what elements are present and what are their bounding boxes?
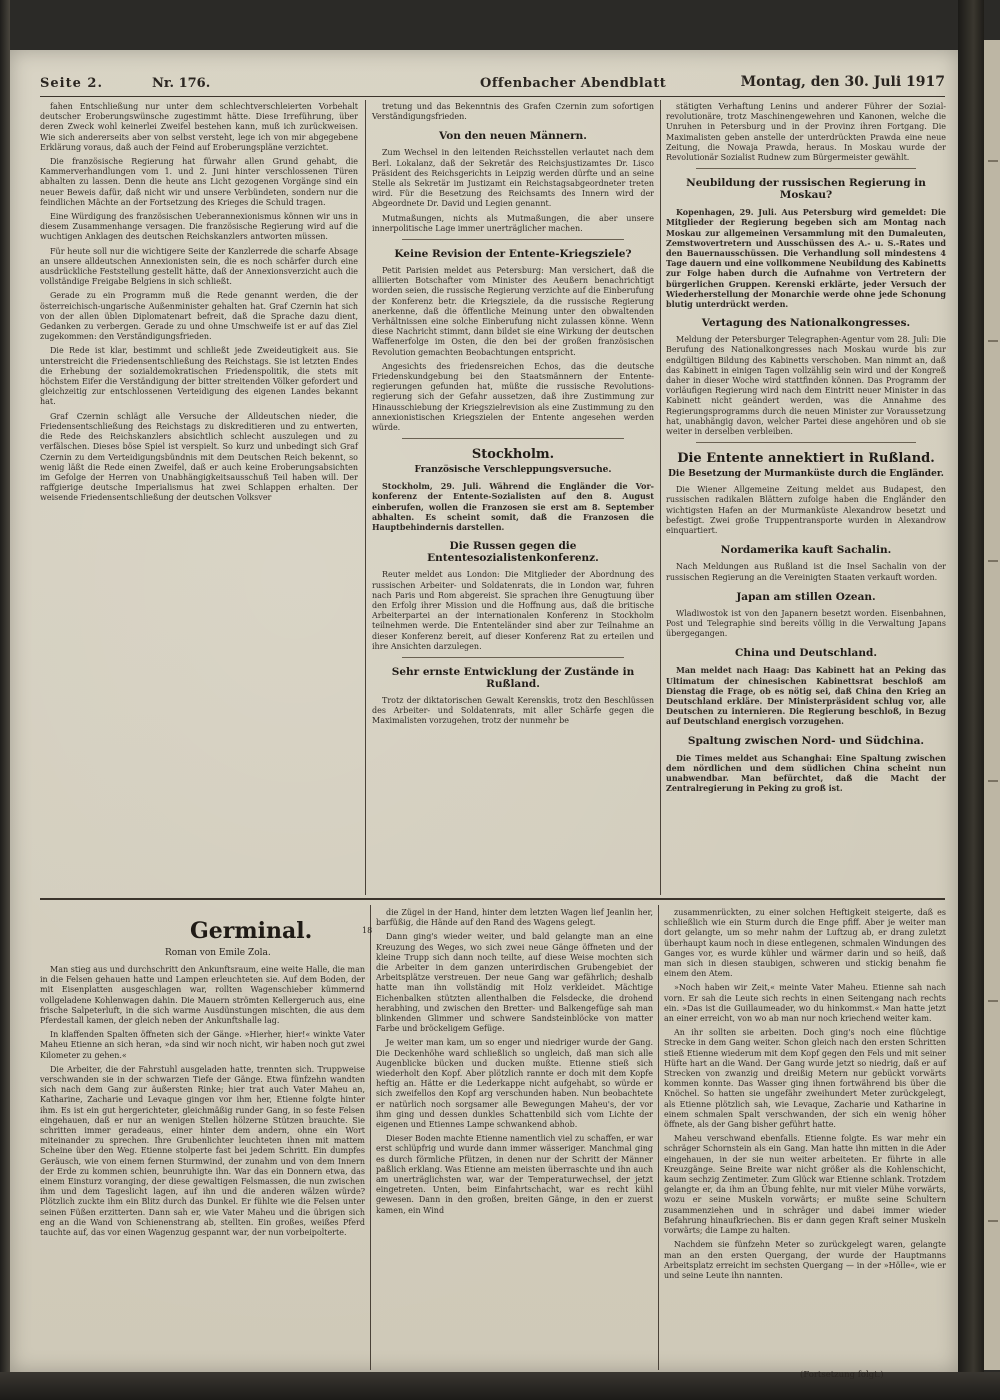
paragraph: Dieser Boden machte Etienne namentlich viel zu schaffen, er war erst schlüpfrig und wurde dann immer wässeriger. Manchmal ging es durch förmliche Pfützen, in denen nur der Schritt der Männer paßlich erklang. Was Etienne am meisten überraschte und ihn auch am unerträglichsten war, war der Temperaturwechsel, der jetzt eingetreten. Unten, beim Einfahrtschacht, war es recht kühl gewesen. Dann in den großen, breiten Gänge, in den er zuerst kamen, ein Wind [376, 1134, 653, 1215]
headline: Von den neuen Männern. [439, 130, 587, 143]
divider [696, 168, 916, 169]
paragraph: In klaffenden Spalten öffneten sich der Gänge. »Hierher, hier!« winkte Vater Maheu Etienne an sich heran, »da sind wir noch nicht, wir haben noch gut zwei Kilometer zu gehen.« [40, 1030, 365, 1060]
paragraph: Die Times meldet aus Schanghai: Eine Spaltung zwischen dem nördlichen und dem südlichen China scheint nun unabwendbar. Man befürchtet, daß die Macht der Zentralregierung in Peking zu groß ist. [666, 752, 946, 794]
paragraph: »Noch haben wir Zeit,« meinte Vater Maheu. Etienne sah nach vorn. Er sah die Leute sich rechts in einen Seitengang nach rechts ein. »Das ist die Guillaumeader, wo du hinkommst.« Man hatte jetzt an einer erreicht, von wo ab man nur noch kriechend weiter kam. [664, 983, 946, 1024]
paragraph: zusammenrückten, zu einer solchen Heftigkeit steigerte, daß es schließlich wie ein Sturm durch die Enge pfiff. Aber je weiter man dort gelangte, um so mehr nahm der Luftzug ab, er drang zuletzt überhaupt kaum noch in diese entlegenen, schmalen Windungen des Ganges vor, es wurde kühler und wärmer darin und so heiß, daß man sich in diesen staubigen, schweren und stickig benahm fie einem den Atem. [664, 908, 946, 979]
paragraph: Graf Czernin schlägt alle Versuche der Alldeutschen nieder, die Friedensentschließung des Reichstags zu diskreditieren und zu entwerten, die Rede des Reichskanzlers absichtlich schlecht auszulegen und zu verfälschen. Dieses böse Spiel ist verspielt. So kurz und unbedingt sich Graf Czernin zu dem Verteidigungsbündnis mit dem Deutschen Reich bekennt, so wenig läßt die Rede einen Zweifel, daß er auch keine Eroberungsabsichten im Gefolge der Herren von Unabhängigkeitsausschuß Teil haben will. Der raffgierige deutsche Imperialismus hat zwei Schlappen erhalten. Der weisende Friedensentschließung der deutschen Volksver [40, 411, 358, 503]
paragraph: Stockholm, 29. Juli. Während die Engländer die Vorkonferenz der Entente-Sozialisten auf den 8. August einberufen, wollen die Franzosen sie erst am 8. September abhalten. Es scheint somit, daß die Franzosen die Hauptbehindernis darstellen. [372, 481, 654, 533]
headline: Die Russen gegen die Ententesozialistenkonferenz. [427, 540, 599, 565]
paragraph: tretung und das Bekenntnis des Grafen Czernin zum sofortigen Verständigungsfrieden. [372, 102, 654, 122]
paragraph: die Zügel in der Hand, hinter dem letzten Wagen lief Jeanlin her, barfüßig, die Hände auf den Rand des Wagens gelegt. [376, 908, 653, 928]
paragraph: An ihr sollten sie arbeiten. Doch ging's noch eine flüchtige Strecke in dem Gang weiter. Schon gleich nach den ersten Schritten stieß Etienne wiederum mit dem Kopf gegen den Fels und mit seiner Hüfte hart an die Wand. Der Gang wurde jetzt so niedrig, daß er auf Strecken von zwanzig und dreißig Metern nur gebückt vorwärts kommen konnte. Das Wasser ging ihnen fortwährend bis über die Knöchel. So hatten sie ungefähr zweihundert Meter zurückgelegt, als Etienne plötzlich sah, wie Levaque, Zacharie und Katharine in einem schmalen Spalt verschwanden, der sich ein wenig höher öffnete, als der Gang bisher geführt hatte. [664, 1028, 946, 1130]
paragraph: Die Wiener Allgemeine Zeitung meldet aus Budapest, den russischen radikalen Blättern zufolge haben die Engländer den wichtigsten Hafen an der Murmanküste Alexandrow besetzt und befestigt. Zwei große Truppentransporte wurden in Alexandrow einquartiert. [666, 485, 946, 536]
page-label: Seite 2. [40, 76, 103, 91]
feuilleton-column-2 [376, 908, 653, 1368]
column-rule [370, 905, 371, 1370]
next-page-edge [984, 40, 1000, 1370]
headline: Nordamerika kauft Sachalin. [720, 544, 892, 557]
divider [402, 239, 624, 240]
column-1 [40, 102, 358, 892]
headline: Spaltung zwischen Nord- und Südchina. [687, 734, 925, 747]
book-gutter [958, 0, 984, 1400]
divider [402, 438, 624, 439]
paragraph: Trotz der diktatorischen Gewalt Kerenskis, trotz den Beschlüssen des Arbeiter- und Soldatenrats, mit aller Schärfe gegen die Maximalisten vorzugehen, trotz der nunmehr be [372, 695, 654, 726]
headline: China und Deutschland. [735, 647, 877, 660]
paragraph: Mutmaßungen, nichts als Mutmaßungen, die aber unsere innerpolitische Lage immer unerträglicher machen. [372, 213, 654, 233]
paragraph: Man stieg aus und durchschritt den Ankunftsraum, eine weite Halle, die man in die Felsen gehauen hatte und Lampen erleuchteten sie. Auf dem Boden, der mit Eisenplatten ausgeschlagen war, rollten Wagenschieber kümmernd vollgeladene Kohlenwagen dahin. Die Mauern strömten Kellergeruch aus, eine frische Salpeterluft, in die sich warme Ausdünstungen mischten, die aus dem Pferdestall kamen, der gleich neben der Ankunftshalle lag. [40, 965, 365, 1026]
feuilleton-rule [40, 898, 945, 900]
column-3 [666, 102, 946, 892]
paragraph: Kopenhagen, 29. Juli. Aus Petersburg wird gemeldet: Die Mitglieder der Regierung begeben sich am Montag nach Moskau zur allgemeinen Versammlung mit den Dumaleuten, Zemstwovertretern und Ausschüssen des A.- u. S.-Rates und den Bauernausschüssen. Die Verhandlung soll mindestens 4 Tage dauern und eine vollkommene Neubildung des Kabinetts zur Folge haben durch die Aufnahme von Vertretern der bürgerlichen Gruppen. Kerenski erklärte, jeder Versuch der Wiederherstellung der Monarchie werde ohne jede Schonung blutig unterdrückt werden. [666, 207, 946, 310]
headline: Japan am stillen Ozean. [736, 590, 876, 603]
headline: Stockholm. [471, 447, 555, 463]
paragraph: Die Rede ist klar, bestimmt und schließt jede Zweideutigkeit aus. Sie unterstreicht die Friedensentschließung des Reichstags. Sie ist letzten Endes die Erhebung der sozialdemokratischen Friedenspolitik, die stets mit höchstem Eifer die Verständigung der bitter streitenden Völker gefordert und gleichzeitig zur entschlossenen Verteidigung des eigenen Landes bekannt hat. [40, 346, 358, 407]
paragraph: Reuter meldet aus London: Die Mitglieder der Abordnung des russischen Arbeiter- und Soldatenrats, die in London war, fuhren nach Paris und Rom abgereist. Sie sprachen ihre Genugtuung über den Erfolg ihrer Mission und die Hoffnung aus, daß die britische Arbeiterpartei an der internationalen Konferenz in Stockholm teilnehmen werde. Die Ententeländer sind aber zur Teilnahme an dieser Konferenz bereit, auf dieser Konferenz Rat zu erteilen und ihre Ansichten darzulegen. [372, 570, 654, 651]
paragraph: Je weiter man kam, um so enger und niedriger wurde der Gang. Die Deckenhöhe ward schließlich so ungleich, daß man sich alle Augenblicke bücken und ducken mußte. Etienne stieß sich wiederholt den Kopf. Aber plötzlich rannte er doch mit dem Kopfe heftig an. Hätte er die Lederkappe nicht aufgehabt, so würde er sich zweifellos den Kopf arg verschunden haben. Nun beobachtete er natürlich noch sorgsamer alle Bewegungen Maheu's, der vor ihm ging und dessen dunkles Schattenbild sich vom Lichte der eigenen und Etiennes Lampe schwankend abhob. [376, 1038, 653, 1130]
headline: Vertagung des Nationalkongresses. [701, 317, 911, 330]
column-rule [365, 100, 366, 895]
paragraph: Gerade zu ein Programm muß die Rede genannt werden, die der österreichisch-ungarische Außenminister gehalten hat. Graf Czernin hat sich von der allen üblen Diplomatenart befreit, daß die Sprache dazu dient, Gedanken zu verbergen. Gerade zu und ohne Umschweife ist er auf das Ziel zugekommen: den Verständigungsfrieden. [40, 291, 358, 342]
paragraph: Zum Wechsel in den leitenden Reichsstellen verlautet nach dem Berl. Lokalanz, daß der Sekretär des Reichsjustizamtes Dr. Lisco Präsident des Reichsgerichts in Leipzig werden dürfte und an seine Stelle als Sekretär im Justizamt ein Reichstagsabgeordneter treten wird. Für die Besetzung des Reichsamts des Innern wird der Abgeordnete Dr. David und Legien genannt. [372, 148, 654, 209]
paragraph: Nach Meldungen aus Rußland ist die Insel Sachalin von der russischen Regierung an die Vereinigten Staaten verkauft worden. [666, 562, 946, 582]
paragraph: Die Arbeiter, die der Fahrstuhl ausgeladen hatte, trennten sich. Truppweise verschwanden sie in der schwarzen Tiefe der Gänge. Etwa fünfzehn wandten sich nach dem Gang zur äußersten Rinke; hier trat auch Vater Maheu an, Katharine, Zacharie und Levaque gingen vor ihm her, Etienne folgte hinter ihm. Es ist ein gut hergerichteter, gleichmäßig runder Gang, in so feste Felsen eingehauen, daß er nur an wenigen Stellen hölzerne Stützen brauchte. Sie schritten immer geradeaus, einer hinter dem andern, ohne ein Wort miteinander zu sprechen. Ihre Grubenlichter leuchteten ihnen mit mattem Scheine über den Weg. Etienne stolperte fast bei jedem Schritt. Ein dumpfes Geräusch, wie von einem fernen Sturmwind, der zunahm und von dem Innern der Erde zu kommen schien, beunruhigte ihn. War das ein Donnern etwa, das einem Einsturz voranging, der diese gewaltigen Felsmassen, die nun zwischen ihm und dem Tageslicht lagen, auf ihn und die anderen wälzen würde? Plötzlich zuckte ihm ein Blitz durch das Dunkel. Er fühlte wie die Felsen unter seinen Füßen erzitterten. Dann sah er, wie Vater Maheu und die übrigen sich eng an die Wand von Schienenstrang ab, stellten. Ein großes, weißes Pferd tauchte auf, das vor einen Wagenzug gespannt war, der nun vorbeipolterte. [40, 1064, 365, 1238]
feuilleton-column-1 [40, 965, 365, 1365]
subheadline: Die Besetzung der Murmanküste durch die Engländer. [668, 469, 944, 480]
paragraph: stätigten Verhaftung Lenins und anderer Führer der Sozialrevolutionäre, trotz Maschinengewehren und Kanonen, welche die Unruhen in Petersburg und in der Provinz ihren Fortgang. Die Maximalisten geben anstelle der unterdrückten Prawda eine neue Zeitung, die Nowaja Prawda, heraus. In Moskau wurde der Revolutionär Sozialist Rudnew zum Bürgermeister gewählt. [666, 102, 946, 163]
masthead [40, 72, 945, 97]
divider [696, 442, 916, 443]
issue-date: Montag, den 30. Juli 1917 [740, 74, 945, 90]
headline: Neubildung der russischen Regierung in Moskau? [686, 177, 926, 202]
continued-note: (Fortsetzung folgt.) [800, 1370, 884, 1380]
subheadline: Französische Verschleppungsversuche. [414, 465, 612, 476]
paragraph: Dann ging's wieder weiter, und bald gelangte man an eine Kreuzung des Weges, wo sich zwei neue Gänge öffneten und der kleine Trupp sich dann noch teilte, auf diese Weise mochten sich die Arbeiter in dem ganzen unterirdischen Grubengebiet der Arbeitsplätze verstreuen. Der neue Gang war gefährlich; deshalb hatte man ihn vollständig mit Holz verkleidet. Mächtige Eichenbalken stützten allenthalben die Felsdecke, die drohend herabhing, und zwischen den Bretter- und Balkengefüge sah man blinkenden Glimmer und schwere Sandsteinblöcke von matter Farbe und bröckeligem Gefüge. [376, 932, 653, 1034]
divider [402, 657, 624, 658]
paragraph: Angesichts des friedensreichen Echos, das die deutsche Friedenskundgebung bei den Staatsmännern der Ententeregierungen gefunden hat, müßte die russische Revolutionsregierung sich der Gefahr aussetzen, daß ihre Zustimmung zur Hinausschiebung der Kriegszielrevision als eine Zustimmung zu den annexionistischen Kriegszielen der Entente angesehen werden würde. [372, 361, 654, 433]
paragraph: Meldung der Petersburger Telegraphen-Agentur vom 28. Juli: Die Berufung des Nationalkongresses nach Moskau wurde bis zur endgültigen Bildung des Kabinetts verschoben. Man nimmt an, daß das Kabinett in einigen Tagen vollzählig sein wird und der Kongreß daher in dieser Woche wird stattfinden können. Das Programm der vorläufigen Regierung wird nach dem Eintritt neuer Minister in das Kabinett nicht geändert werden, was die Annahme des Regierungsprogramms durch die neuen Minister zur Voraussetzung hat, unabhängig davon, welcher Partei diese angehören und ob sie weiter in derselben verbleiben. [666, 335, 946, 437]
headline: Die Entente annektiert in Rußland. [677, 451, 935, 467]
headline: Sehr ernste Entwicklung der Zustände in Rußland. [391, 665, 635, 690]
column-rule [658, 905, 659, 1370]
feuilleton-column-3 [664, 908, 946, 1363]
newspaper-page [10, 50, 958, 1380]
paragraph: Maheu verschwand ebenfalls. Etienne folgte. Es war mehr ein schräger Schornstein als ein Gang. Man hatte ihn mitten in die Ader eingehauen, in der sie nun weiter arbeiteten. Er führte in alle Kreuzgänge. Seine Breite war nicht größer als die Kohlenschicht, kaum sechzig Zentimeter. Zum Glück war Etienne schlank. Trotzdem gelangte er, da ihm an Übung fehlte, nur mit vieler Mühe vorwärts, wozu er seine Muskeln vorwärts; er mußte seine Schultern zusammenziehen und in schräger und dabei immer wieder Befahrung hinaufkriechen. Bis er dann gegen Kraft seiner Muskeln vorwärts; die Lampe zu halten. [664, 1134, 946, 1236]
paragraph: Wladiwostok ist von den Japanern besetzt worden. Eisenbahnen, Post und Telegraphie sind bereits völlig in die Verwaltung Japans übergegangen. [666, 608, 946, 639]
issue-number: Nr. 176. [152, 76, 211, 91]
column-2 [372, 102, 654, 892]
column-rule [660, 100, 661, 895]
paragraph: Petit Parisien meldet aus Petersburg: Man versichert, daß die alliierten Botschafter vom Minister des Aeußern benachrichtigt worden seien, die russische Regierung verzichte auf die Einberufung der Konferenz betr. die Kriegsziele, da die russische Regierung anerkenne, daß die öffentliche Meinung unter den obwaltenden Verhältnissen eine solche Einberufung nicht zulassen könne. Wenn diese Nachricht stimmt, dann bildet sie eine Wirkung der deutschen Waffenerfolge im Osten, die den bei der großen französischen Revolution gemachten Beobachtungen entspricht. [372, 266, 654, 357]
serial-number: 18 [362, 926, 373, 935]
scan-edge [0, 0, 10, 1400]
paragraph: Für heute soll nur die wichtigere Seite der Kanzlerrede die scharfe Absage an unsere alldeutschen Annexionisten sein, die es noch schärfer durch eine ausdrückliche Feststellung gestellt hätte, daß der Annexionsverzicht auch die vollständige Freigabe Belgiens in sich schließt. [40, 246, 358, 287]
paragraph: Nachdem sie fünfzehn Meter so zurückgelegt waren, gelangte man an den ersten Quergang, der wurde der Hauptmanns Arbeitsplatz erreicht im sechsten Quergang — in der »Hölle«, wie er und seine Leute ihn nannten. [664, 1240, 946, 1280]
paragraph: fahen Entschließung nur unter dem schlechtverschleierten Vorbehalt deutscher Eroberungswünsche zugestimmt hätte. Diese Irreführung, über deren Zweck wohl keinerlei Zweifel bestehen kann, muß ich zurückweisen. Wie sich andererseits aber von selbst versteht, lege ich von mir abgegebene Erklärung voraus, daß auch der Feind auf Eroberungspläne verzichtet. [40, 102, 358, 152]
paragraph: Die französische Regierung hat fürwahr allen Grund gehabt, die Kammerverhandlungen vom 1. und 2. Juni hinter verschlossenen Türen abhalten zu lassen. Denn die heute ans Licht gezogenen Vorgänge sind ein neuer Beweis dafür, daß nicht wir und unsere Verbündeten, sondern nur die feindlichen Mächte an der Fortsetzung des Krieges die Schuld tragen. [40, 157, 358, 207]
paragraph: Man meldet nach Haag: Das Kabinett hat an Peking das Ultimatum der chinesischen Kabinettsrat beschloß am Dienstag die Frage, ob es nötig sei, daß China den Krieg an Deutschland erkläre. Der Ministerpräsident schlug vor, alle Deutschen zu internieren. Die Regierung beschloß, in Bezug auf Deutschland energisch vorzugehen. [666, 665, 946, 727]
headline: Keine Revision der Entente-Kriegsziele? [394, 248, 632, 261]
paper-title: Offenbacher Abendblatt [480, 76, 667, 91]
serial-byline: Roman von Emile Zola. [165, 948, 271, 958]
serial-title: Germinal. [190, 918, 313, 944]
paragraph: Eine Würdigung des französischen Ueberannexionismus können wir uns in diesem Zusammenhange versagen. Die französische Regierung wird auf die wuchtigen Anklagen des deutschen Reichskanzlers antworten müssen. [40, 212, 358, 242]
